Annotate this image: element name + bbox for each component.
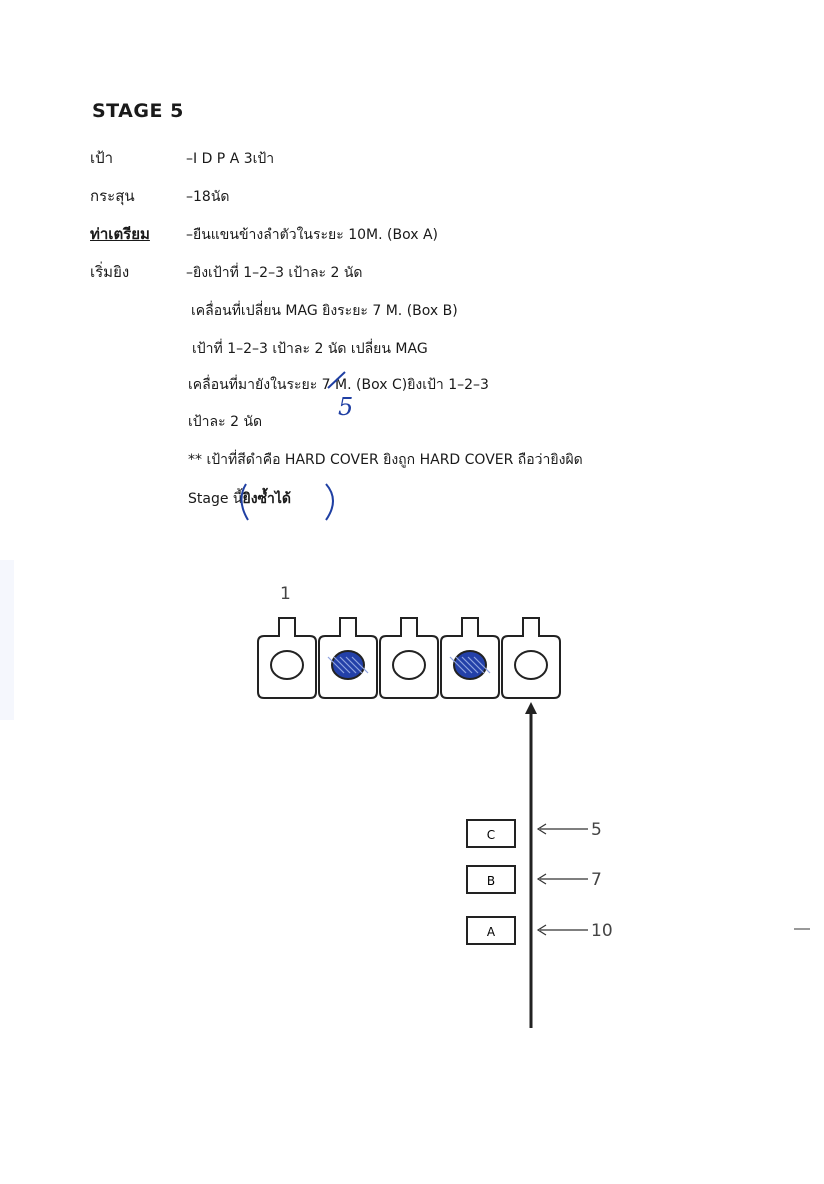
- instruction-line: เคลื่อนที่มายังในระยะ 7 M. (Box C)ยิงเป้า 1–2–3: [188, 377, 489, 393]
- instruction-line: เคลื่อนที่เปลี่ยน MAG ยิงระยะ 7 M. (Box B): [191, 303, 458, 319]
- scan-artifact: [0, 560, 14, 720]
- field-label-start: เริ่มยิง: [90, 263, 130, 281]
- scan-artifact: [794, 928, 810, 930]
- target-zone: [271, 651, 303, 679]
- field-label-ammo: กระสุน: [90, 187, 135, 205]
- field-label-target: เป้า: [90, 149, 114, 167]
- target-number-label: 1: [280, 584, 291, 604]
- field-value-ammo: –18นัด: [186, 189, 230, 205]
- instruction-line: เป้าละ 2 นัด: [188, 414, 263, 430]
- box-c-label: C: [486, 828, 496, 842]
- box-a-label: A: [486, 925, 496, 939]
- target-zone: [393, 651, 425, 679]
- field-value-target: –I D P A 3เป้า: [186, 151, 275, 167]
- field-label-ready: ท่าเตรียม: [90, 225, 150, 243]
- distance-label-c: 5: [591, 820, 602, 840]
- target-zone: [515, 651, 547, 679]
- lane-arrow-head: [525, 702, 537, 714]
- distance-label-a: 10: [591, 921, 613, 941]
- stage-title: STAGE 5: [92, 100, 184, 122]
- hard-cover-note: ** เป้าที่สีดำคือ HARD COVER ยิงถูก HARD COVER ถือว่ายิงผิด: [188, 452, 583, 468]
- instruction-line: เป้าที่ 1–2–3 เป้าละ 2 นัด เปลี่ยน MAG: [192, 341, 428, 357]
- handwritten-correction: 5: [338, 393, 354, 421]
- stage-note-prefix: Stage นี้: [188, 491, 243, 507]
- stage-note-bold: ยิงซ้ำได้: [242, 491, 292, 507]
- distance-label-b: 7: [591, 870, 602, 890]
- field-value-ready: –ยืนแขนข้างลำตัวในระยะ 10M. (Box A): [186, 227, 438, 243]
- targets-row: [258, 618, 560, 698]
- box-b-label: B: [486, 874, 496, 888]
- field-value-start: –ยิงเป้าที่ 1–2–3 เป้าละ 2 นัด: [186, 265, 363, 281]
